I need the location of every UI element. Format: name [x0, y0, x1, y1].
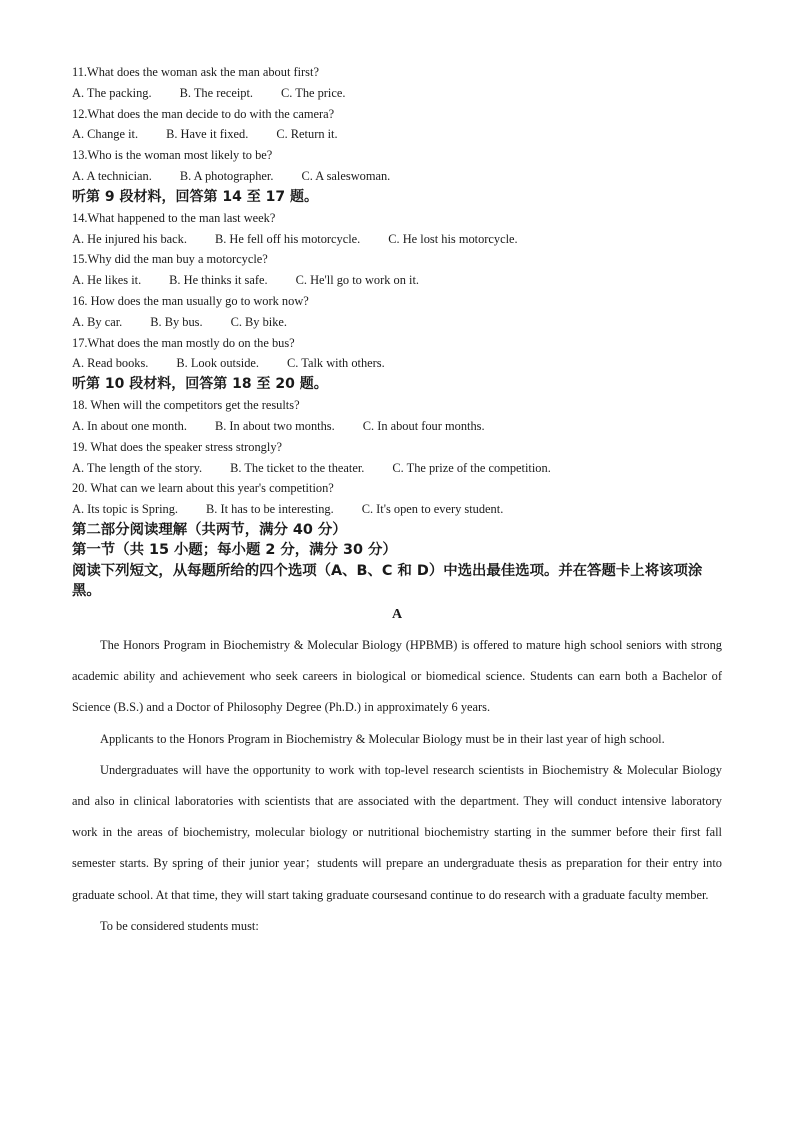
- option-b: B. He thinks it safe.: [169, 273, 268, 288]
- option-a: A. Read books.: [72, 356, 149, 371]
- option-a: A. In about one month.: [72, 418, 187, 433]
- option-b: B. It has to be interesting.: [206, 502, 334, 517]
- question-16: [72, 291, 722, 333]
- options-row: [72, 353, 722, 374]
- option-c: C. In about four months.: [362, 418, 485, 433]
- question-text: 15.Why did the man buy a motorcycle?: [72, 252, 268, 267]
- option-b: B. The receipt.: [179, 85, 254, 100]
- option-a: A. By car.: [72, 314, 123, 329]
- option-c: C. He'll go to work on it.: [295, 273, 419, 288]
- question-text: 11.What does the woman ask the man about first?: [72, 65, 319, 79]
- option-a: A. The packing.: [72, 85, 152, 100]
- options-row: [72, 83, 722, 104]
- question-11: [72, 62, 722, 104]
- option-b: B. Have it fixed.: [166, 127, 249, 142]
- options-row: [72, 458, 722, 479]
- options-row: [72, 416, 722, 437]
- section-10-heading: 听第 10 段材料，回答第 18 至 20 题。: [72, 376, 328, 393]
- question-text: 12.What does the man decide to do with the camera?: [72, 106, 335, 121]
- option-c: C. By bike.: [230, 314, 288, 329]
- options-row: [72, 124, 722, 145]
- question-text: 16. How does the man usually go to work now?: [72, 293, 309, 308]
- section-9-heading: 听第 9 段材料，回答第 14 至 17 题。: [72, 188, 318, 205]
- passage-title: A: [391, 606, 403, 622]
- option-b: B. The ticket to the theater.: [230, 460, 365, 475]
- passage-paragraph: Undergraduates will have the opportunity to work with top-level research scientists in Biochemistry & Molecular Biology and also in clinical laboratories with scientists that are associated with the department. They will conduct intensive laboratory work in the areas of biochemistry, molecular biology or nutritional biochemistry starting in the summer before their first fall semester starts. By spring of their junior year；students will prepare an undergraduate thesis as preparation for their entry into graduate school. At that time, they will start taking graduate coursesand continue to do research with a graduate faculty member.: [72, 762, 722, 902]
- option-b: B. Look outside.: [176, 356, 260, 371]
- options-row: [72, 166, 722, 187]
- option-c: C. It's open to every student.: [361, 502, 504, 517]
- passage-paragraph: To be considered students must:: [100, 918, 259, 933]
- option-c: C. A saleswoman.: [301, 168, 391, 183]
- option-a: A. Its topic is Spring.: [72, 502, 179, 517]
- question-12: [72, 104, 722, 146]
- question-text: 13.Who is the woman most likely to be?: [72, 148, 273, 163]
- option-b: B. By bus.: [150, 314, 203, 329]
- question-13: [72, 145, 722, 187]
- option-c: C. Return it.: [276, 127, 338, 142]
- option-b: B. He fell off his motorcycle.: [214, 231, 361, 246]
- options-row: [72, 229, 722, 250]
- question-text: 17.What does the man mostly do on the bus?: [72, 335, 295, 350]
- part-2-heading: 第二部分阅读理解（共两节，满分 40 分）: [72, 521, 347, 538]
- options-row: [72, 270, 722, 291]
- question-14: [72, 208, 722, 250]
- question-text: 19. What does the speaker stress strongly?: [72, 439, 283, 454]
- option-b: B. In about two months.: [214, 418, 335, 433]
- question-text: 18. When will the competitors get the results?: [72, 398, 300, 413]
- option-a: A. The length of the story.: [72, 460, 203, 475]
- section-1-heading: 第一节（共 15 小题；每小题 2 分，满分 30 分）: [72, 542, 397, 559]
- option-a: A. A technician.: [72, 168, 152, 183]
- option-a: A. Change it.: [72, 127, 139, 142]
- passage-paragraph: Applicants to the Honors Program in Biochemistry & Molecular Biology must be in their last year of high school.: [100, 731, 665, 746]
- question-18: [72, 395, 722, 437]
- question-17: [72, 333, 722, 375]
- question-19: [72, 437, 722, 479]
- question-text: 14.What happened to the man last week?: [72, 210, 276, 225]
- option-c: C. The prize of the competition.: [392, 460, 551, 475]
- options-row: [72, 312, 722, 333]
- question-15: [72, 249, 722, 291]
- question-text: 20. What can we learn about this year's competition?: [72, 481, 334, 496]
- option-c: C. The price.: [281, 85, 346, 100]
- option-a: A. He injured his back.: [72, 231, 187, 246]
- option-c: C. Talk with others.: [287, 356, 385, 371]
- question-20: [72, 478, 722, 520]
- exam-page: [72, 62, 722, 942]
- options-row: [72, 499, 722, 520]
- option-a: A. He likes it.: [72, 273, 142, 288]
- passage-paragraph: The Honors Program in Biochemistry & Molecular Biology (HPBMB) is offered to mature high school seniors with strong academic ability and achievement who seek careers in biological or biomedical science. Students can earn both a Bachelor of Science (B.S.) and a Doctor of Philosophy Degree (Ph.D.) in approximately 6 years.: [72, 637, 722, 715]
- option-b: B. A photographer.: [179, 168, 274, 183]
- option-c: C. He lost his motorcycle.: [388, 231, 518, 246]
- reading-instructions: 阅读下列短文，从每题所给的四个选项（A、B、C 和 D）中选出最佳选项。并在答题卡上将该项涂黑。: [72, 562, 703, 600]
